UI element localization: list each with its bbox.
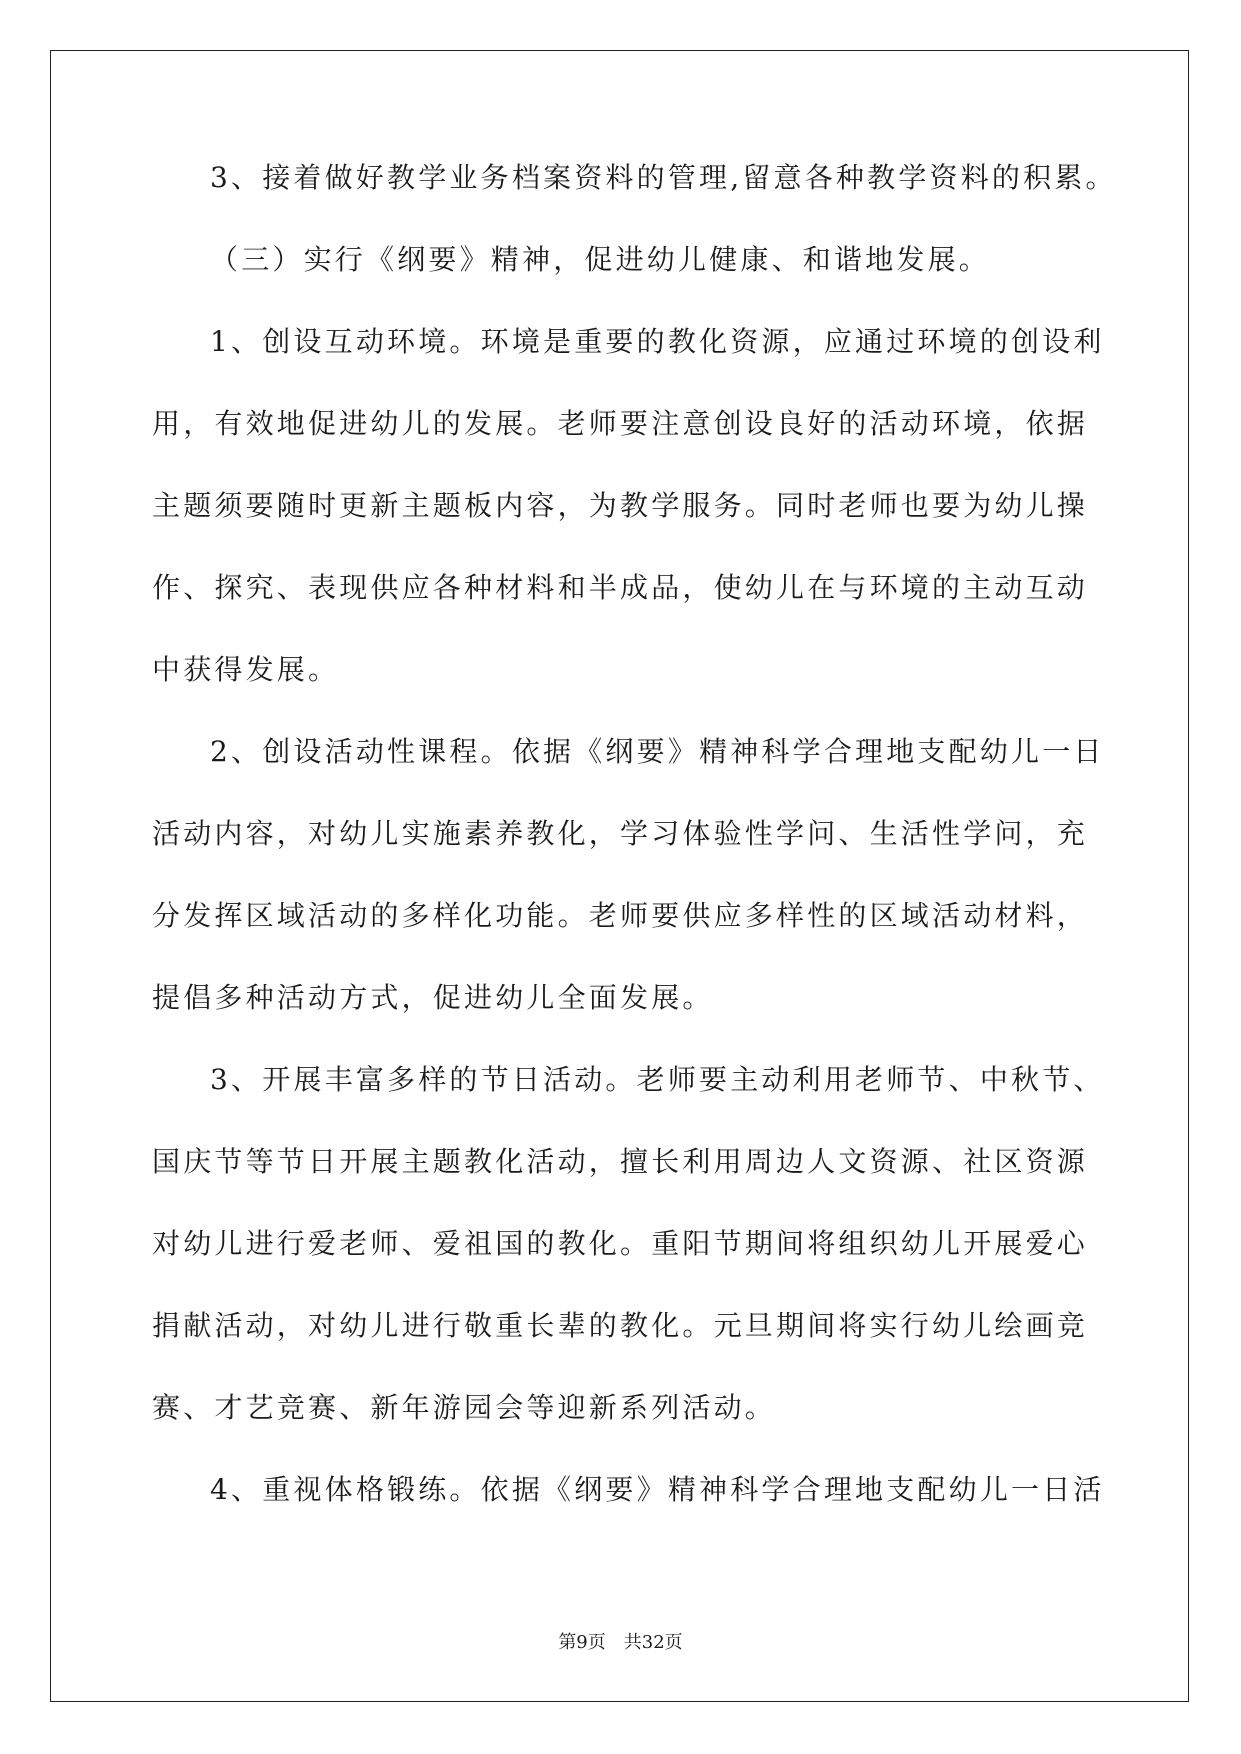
text-line: 对幼儿进行爱老师、爱祖国的教化。重阳节期间将组织幼儿开展爱心 — [152, 1227, 1089, 1260]
page-footer: 第9页 共32页 — [558, 1632, 683, 1653]
text-line: 3、开展丰富多样的节日活动。老师要主动利用老师节、中秋节、 — [210, 1063, 1105, 1096]
text-line: 1、创设互动环境。环境是重要的教化资源，应通过环境的创设利 — [210, 325, 1105, 358]
text-line: 活动内容，对幼儿实施素养教化，学习体验性学问、生活性学问，充 — [152, 817, 1089, 850]
text-line: 赛、才艺竞赛、新年游园会等迎新系列活动。 — [152, 1391, 777, 1424]
text-line: 分发挥区域活动的多样化功能。老师要供应多样性的区域活动材料， — [152, 899, 1089, 932]
text-line: 2、创设活动性课程。依据《纲要》精神科学合理地支配幼儿一日 — [210, 735, 1105, 768]
text-line: 用，有效地促进幼儿的发展。老师要注意创设良好的活动环境，依据 — [152, 407, 1089, 440]
text-line: 4、重视体格锻练。依据《纲要》精神科学合理地支配幼儿一日活 — [210, 1473, 1105, 1506]
text-line: 主题须要随时更新主题板内容，为教学服务。同时老师也要为幼儿操 — [152, 489, 1089, 522]
text-line: （三）实行《纲要》精神，促进幼儿健康、和谐地发展。 — [210, 243, 991, 276]
text-line: 中获得发展。 — [152, 653, 340, 686]
text-line: 捐献活动，对幼儿进行敬重长辈的教化。元旦期间将实行幼儿绘画竞 — [152, 1309, 1089, 1342]
text-line: 国庆节等节日开展主题教化活动，擅长利用周边人文资源、社区资源 — [152, 1145, 1089, 1178]
text-line: 作、探究、表现供应各种材料和半成品，使幼儿在与环境的主动互动 — [152, 571, 1089, 604]
document-body — [152, 158, 1117, 1552]
text-line: 3、接着做好教学业务档案资料的管理,留意各种教学资料的积累。 — [210, 161, 1117, 194]
text-line: 提倡多种活动方式，促进幼儿全面发展。 — [152, 981, 714, 1014]
